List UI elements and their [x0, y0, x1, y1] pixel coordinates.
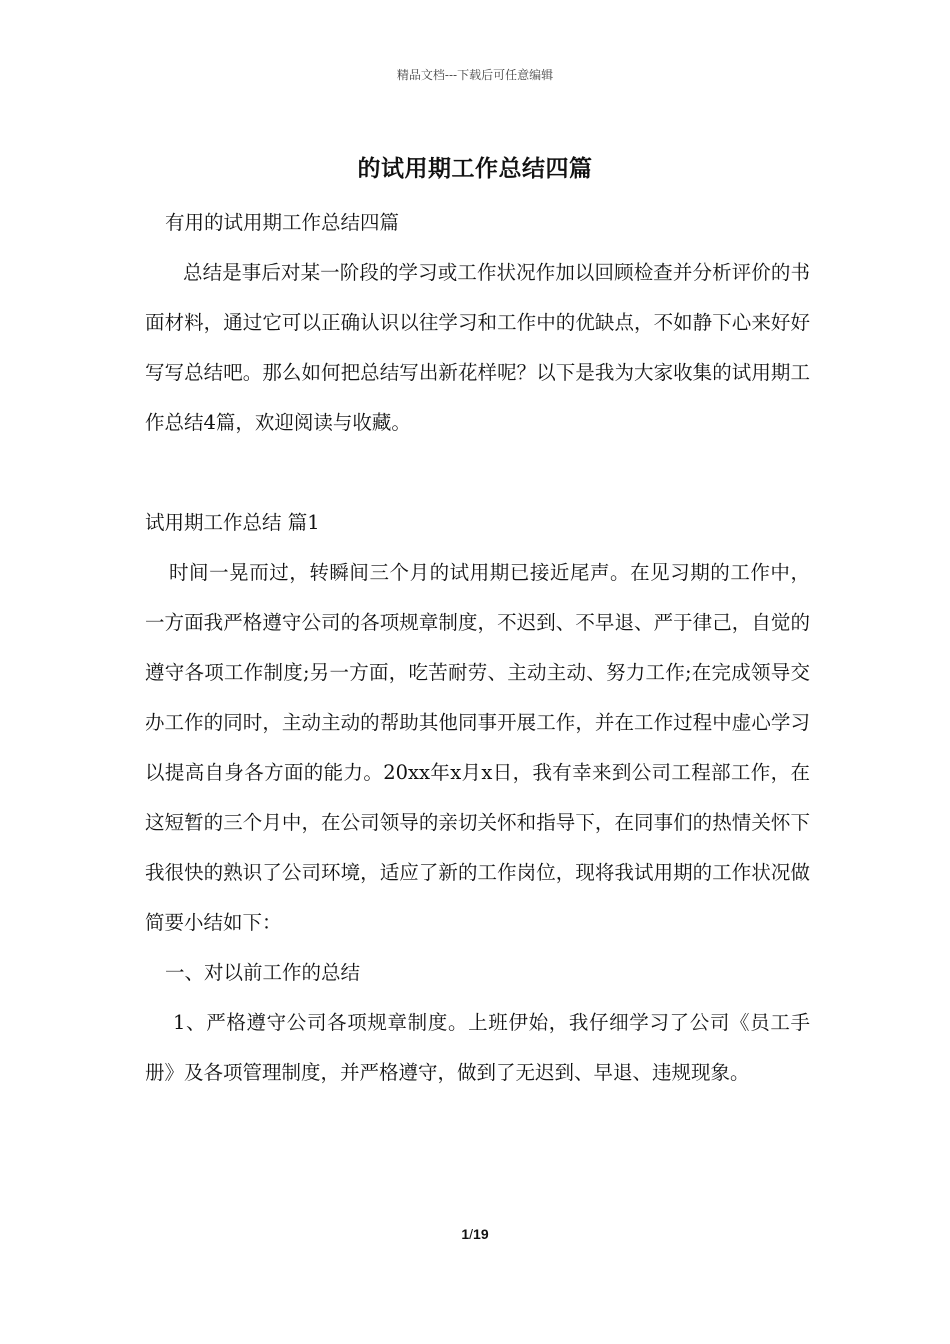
sub-heading: 一、对以前工作的总结	[165, 961, 361, 984]
section-heading: 试用期工作总结 篇1	[145, 511, 320, 534]
total-pages: 19	[473, 1226, 489, 1242]
document-body	[145, 198, 810, 1098]
page-number	[0, 1226, 950, 1242]
intro-paragraph: 总结是事后对某一阶段的学习或工作状况作加以回顾检查并分析评价的书面材料，通过它可以正确认识以往学习和工作中的优缺点，不如静下心来好好写写总结吧。那么如何把总结写出新花样呢？以下是我为大家收集的试用期工作总结4篇，欢迎阅读与收藏。	[145, 261, 810, 434]
body-paragraph-1: 时间一晃而过，转瞬间三个月的试用期已接近尾声。在见习期的工作中，一方面我严格遵守公司的各项规章制度，不迟到、不早退、严于律己，自觉的遵守各项工作制度;另一方面，吃苦耐劳、主动主动、努力工作;在完成领导交办工作的同时，主动主动的帮助其他同事开展工作，并在工作过程中虚心学习以提高自身各方面的能力。20xx年x月x日，我有幸来到公司工程部工作，在这短暂的三个月中，在公司领导的亲切关怀和指导下，在同事们的热情关怀下我很快的熟识了公司环境，适应了新的工作岗位，现将我试用期的工作状况做简要小结如下：	[145, 561, 810, 934]
page-separator: /	[469, 1226, 474, 1242]
subtitle-line: 有用的试用期工作总结四篇	[165, 211, 400, 234]
body-paragraph-2: 1、严格遵守公司各项规章制度。上班伊始，我仔细学习了公司《员工手册》及各项管理制度，并严格遵守，做到了无迟到、早退、违规现象。	[145, 1011, 810, 1084]
document-title: 的试用期工作总结四篇	[357, 155, 593, 182]
current-page: 1	[461, 1226, 470, 1242]
paragraph-gap	[145, 448, 810, 498]
header-note: 精品文档---下载后可任意编辑	[396, 68, 554, 82]
